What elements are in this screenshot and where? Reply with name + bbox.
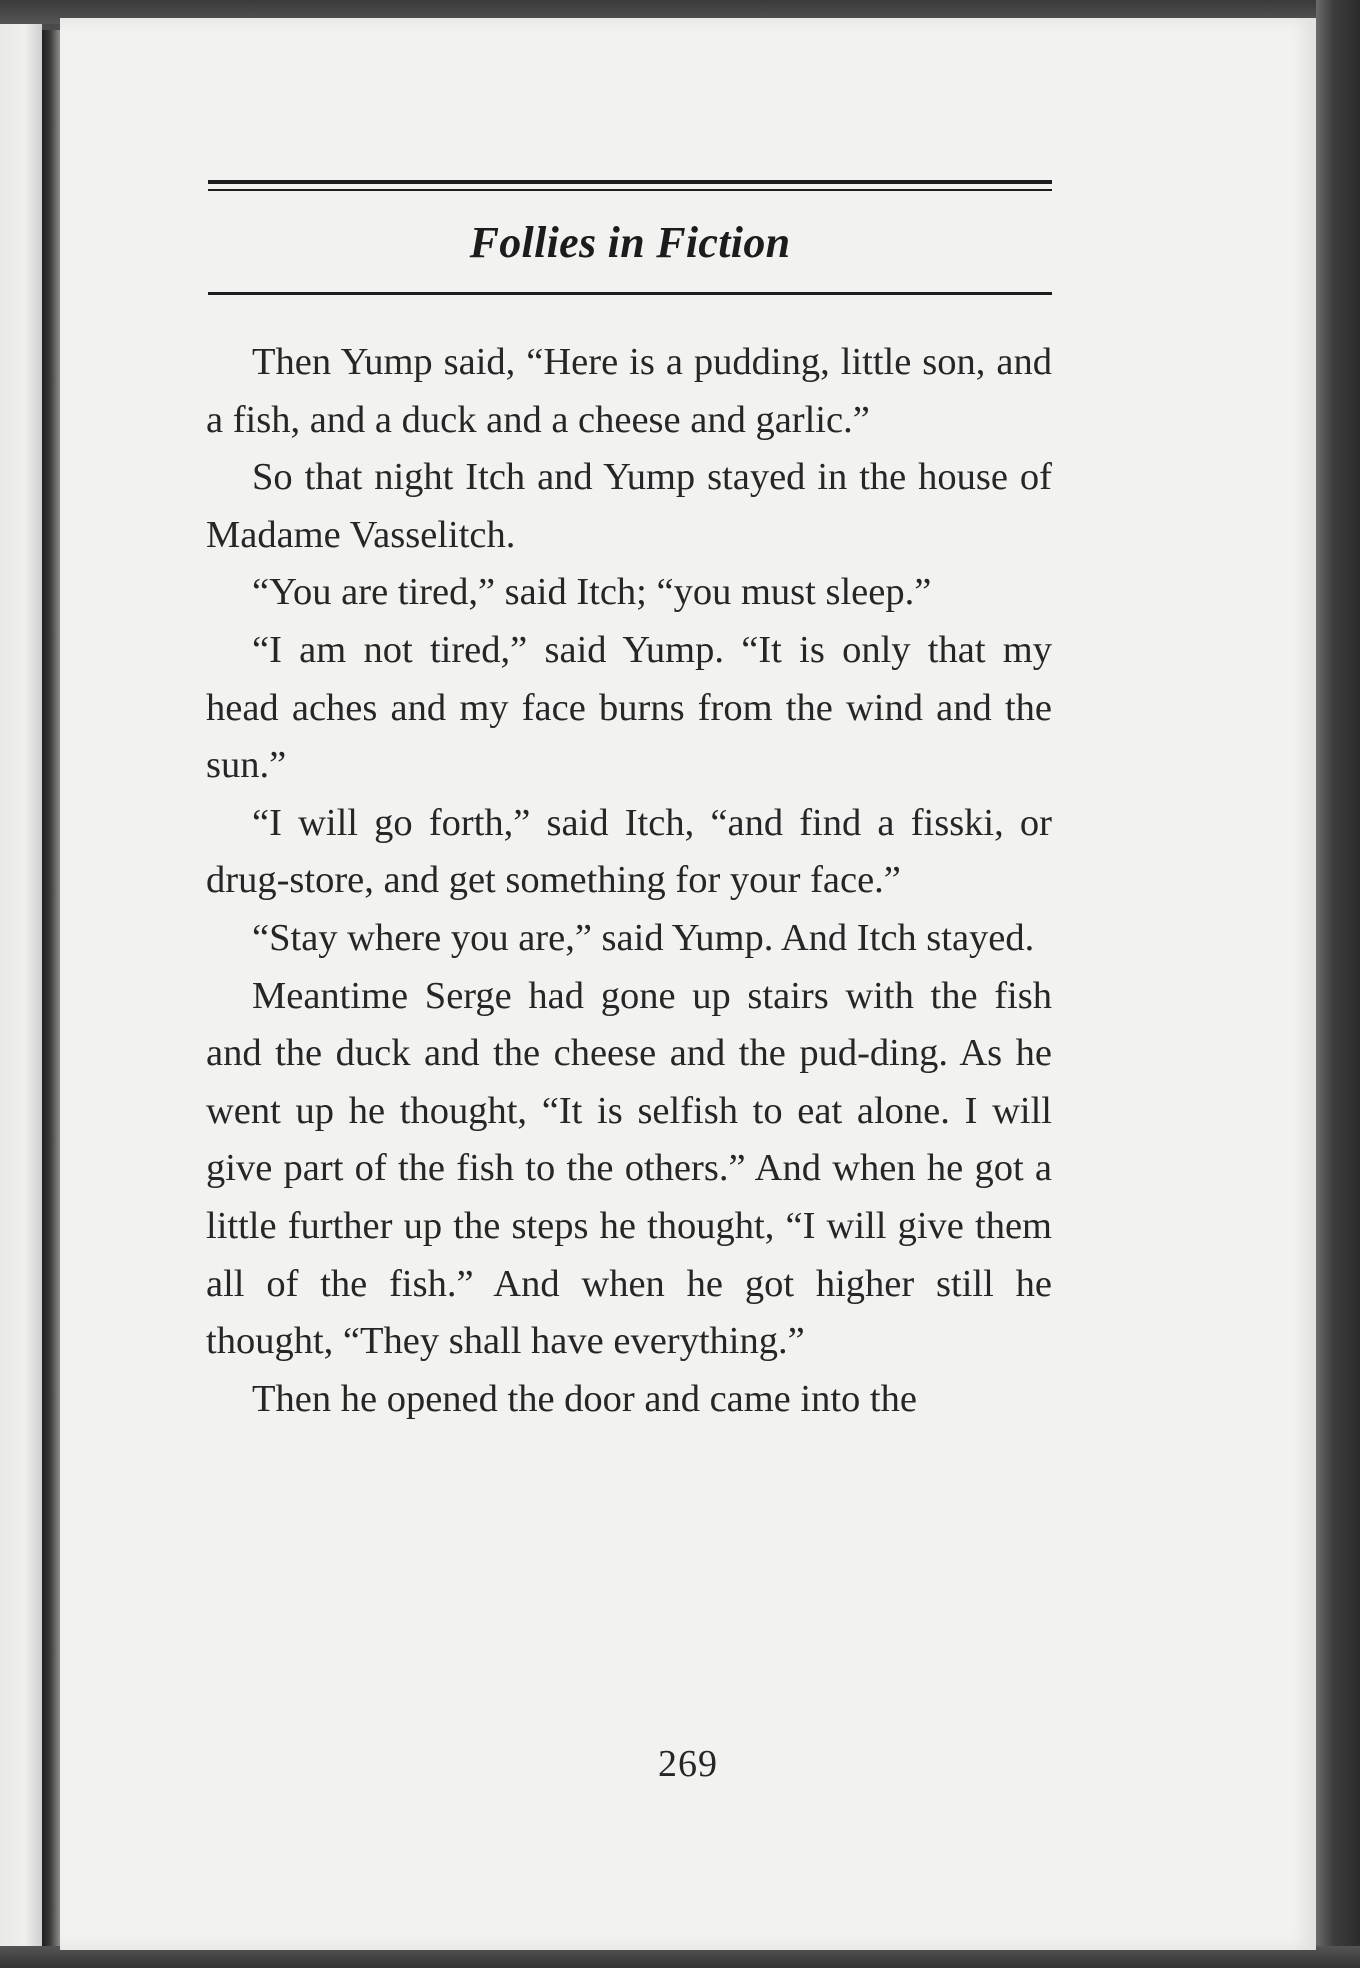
paragraph: Then Yump said, “Here is a pudding, little son, and a fish, and a duck and a cheese and garlic.” xyxy=(206,341,1052,441)
paragraph: “You are tired,” said Itch; “you must sleep.” xyxy=(252,571,932,614)
page-number: 269 xyxy=(658,1743,718,1785)
page-header xyxy=(208,180,1052,295)
body-text xyxy=(206,334,1052,1428)
header-rule xyxy=(208,292,1052,295)
running-head: Follies in Fiction xyxy=(469,218,791,267)
book-cover-edge xyxy=(1316,0,1360,1968)
paragraph: “Stay where you are,” said Yump. And Itch stayed. xyxy=(252,916,1035,959)
paragraph: Then he opened the door and came into the xyxy=(252,1377,917,1420)
paragraph: “I am not tired,” said Yump. “It is only that my head aches and my face burns from the wind and the sun.” xyxy=(206,628,1052,787)
header-double-rule xyxy=(208,180,1052,191)
facing-page-margin xyxy=(0,24,42,1948)
paragraph: So that night Itch and Yump stayed in the house of Madame Vasselitch. xyxy=(206,456,1052,556)
paragraph: “I will go forth,” said Itch, “and find a fisski, or drug-store, and get something for your face.” xyxy=(206,801,1052,902)
paragraph: Meantime Serge had gone up stairs with the fish and the duck and the cheese and the pud-ding. As he went up he thought, “It is selfish to eat alone. I will give part of the fish to the others.” And when he got a little further up the steps he thought, “I will give them all of the fish.” And when he got higher still he thought, “They shall have everything.” xyxy=(206,974,1052,1363)
book-page xyxy=(60,18,1316,1950)
book-gutter xyxy=(42,30,60,1950)
